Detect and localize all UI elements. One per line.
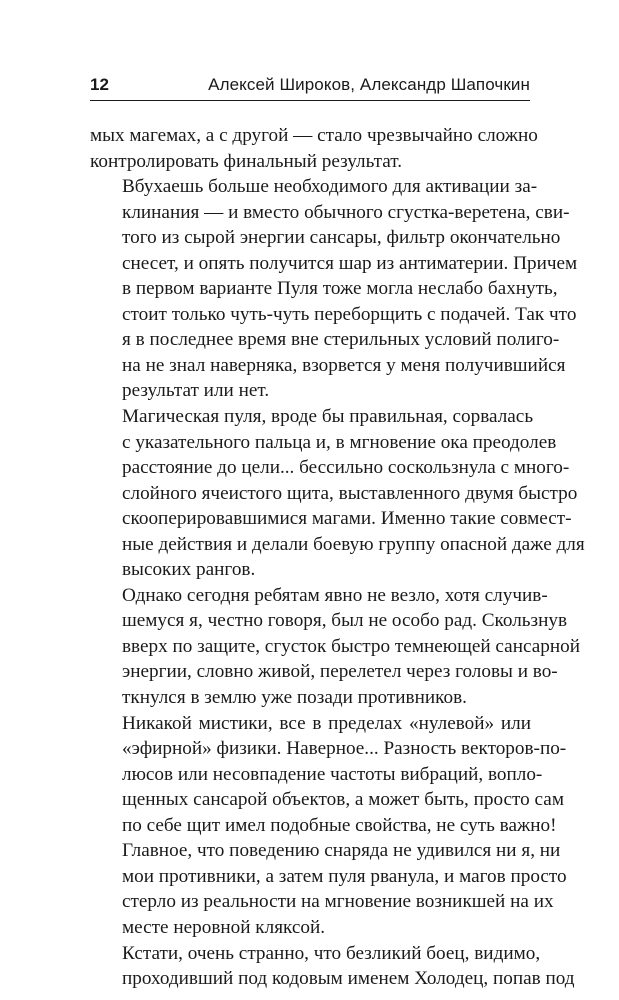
- body-text: [90, 123, 585, 992]
- text-line: ные действия и делали боевую группу опасной даже для: [122, 533, 585, 555]
- text-line: ткнулся в землю уже позади противников.: [122, 687, 467, 709]
- running-head-authors: Алексей Широков, Александр Шапочкин: [208, 75, 530, 94]
- text-line: скооперировавшимися магами. Именно такие совмест-: [122, 508, 572, 530]
- text-line: Никакой мистики, все в пределах «нулевой» или: [122, 712, 531, 734]
- text-line: стерло из реальности на мгновение возникшей на их: [122, 891, 554, 913]
- text-line: я в последнее время вне стерильных условий полиго-: [122, 329, 560, 351]
- text-line: мои противники, а затем пуля рванула, и магов просто: [122, 865, 567, 887]
- text-line: стоит только чуть-чуть переборщить с подачей. Так что: [122, 303, 577, 325]
- text-line: с указательного пальца и, в мгновение ока преодолев: [122, 431, 557, 453]
- text-line: высоких рангов.: [122, 559, 256, 581]
- paragraph: [90, 123, 538, 174]
- text-line: по себе щит имел подобные свойства, не суть важно!: [122, 814, 557, 836]
- header-rule: [90, 100, 530, 101]
- text-line: мых магемах, а с другой — стало чрезвычайно сложно: [90, 125, 538, 146]
- text-line: энергии, словно живой, перелетел через головы и во-: [122, 661, 558, 683]
- text-line: контролировать финальный результат.: [90, 150, 402, 172]
- text-line: результат или нет.: [122, 380, 270, 402]
- text-line: Магическая пуля, вроде бы правильная, сорвалась: [122, 406, 534, 428]
- text-line: щенных сансарой объектов, а может быть, просто сам: [122, 789, 564, 811]
- text-line: слойного ячеистого щита, выставленного двумя быстро: [122, 482, 578, 504]
- paragraph: [90, 174, 578, 404]
- page-number: 12: [90, 75, 109, 94]
- paragraph: [90, 711, 567, 941]
- text-line: проходивший под кодовым именем Холодец, попав под: [122, 968, 575, 990]
- text-line: на не знал наверняка, взорвется у меня получившийся: [122, 354, 566, 376]
- text-line: клинания — и вместо обычного сгустка-веретена, сви-: [122, 201, 570, 223]
- text-line: вверх по защите, сгусток быстро темнеющей сансарной: [122, 635, 580, 657]
- text-line: шемуся я, честно говоря, был не особо рад. Скользнув: [122, 610, 568, 632]
- text-line: «эфирной» физики. Наверное... Разность векторов-по-: [122, 738, 567, 760]
- text-line: Вбухаешь больше необходимого для активации за-: [122, 176, 538, 198]
- text-line: в первом варианте Пуля тоже могла неслабо бахнуть,: [122, 278, 558, 300]
- text-line: расстояние до цели... бессильно соскользнула с много-: [122, 457, 570, 479]
- paragraph: [90, 404, 585, 583]
- text-line: месте неровной кляксой.: [122, 916, 326, 938]
- text-line: Кстати, очень странно, что безликий боец, видимо,: [122, 942, 541, 964]
- paragraph: [90, 941, 575, 992]
- text-line: того из сырой энергии сансары, фильтр окончательно: [122, 227, 561, 249]
- text-line: Однако сегодня ребятам явно не везло, хотя случив-: [122, 584, 548, 606]
- text-line: люсов или несовпадение частоты вибраций, вопло-: [122, 763, 543, 785]
- text-line: снесет, и опять получится шар из антиматерии. Причем: [122, 252, 578, 274]
- running-header: [90, 71, 530, 101]
- paragraph: [90, 583, 580, 711]
- text-line: Главное, что поведению снаряда не удивился ни я, ни: [122, 840, 561, 862]
